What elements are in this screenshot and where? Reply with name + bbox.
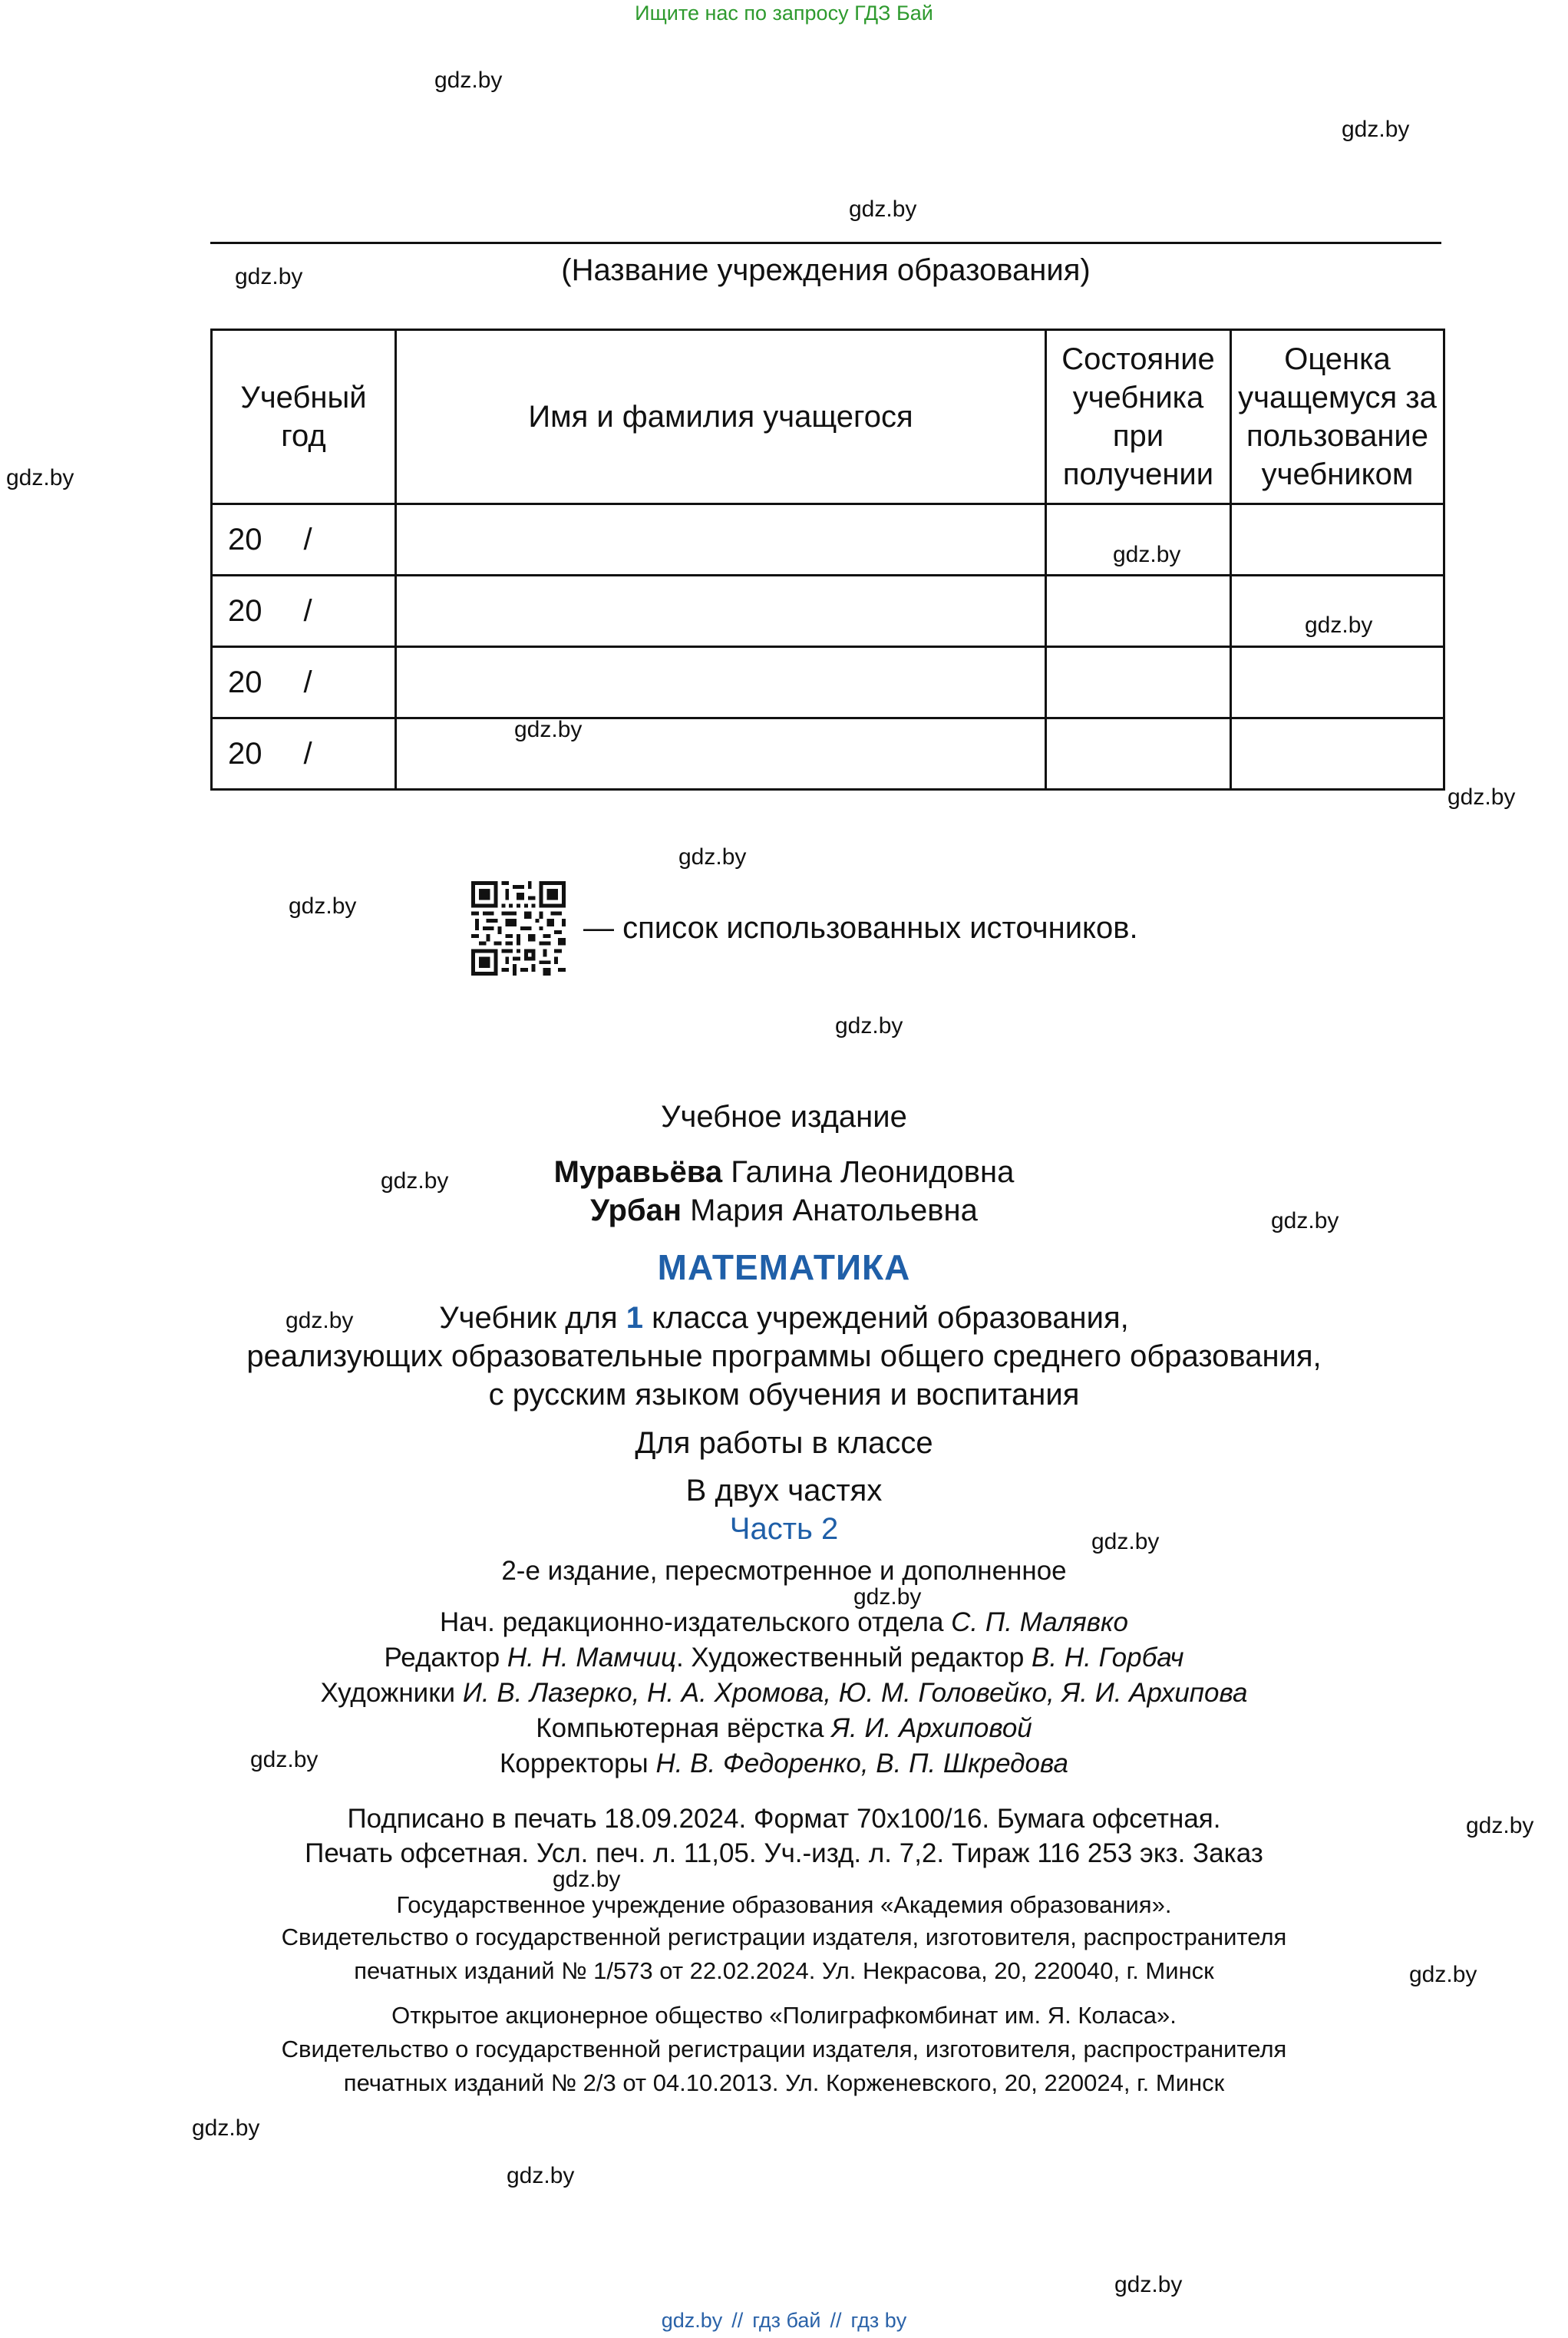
printer-line-1: Открытое акционерное общество «Полиграфкомбинат им. Я. Коласа». bbox=[391, 2002, 1177, 2029]
credit-head: Нач. редакционно-издательского отдела С. П. Малявко bbox=[439, 1607, 1129, 1637]
grade-cell bbox=[1231, 718, 1444, 790]
subtitle-line-1: Учебник для 1 класса учреждений образования, bbox=[439, 1301, 1129, 1335]
condition-cell bbox=[1046, 647, 1231, 718]
watermark: gdz.by bbox=[835, 1013, 903, 1039]
watermark: gdz.by bbox=[514, 717, 583, 742]
for-work-label: Для работы в классе bbox=[635, 1426, 933, 1460]
qr-code-icon[interactable] bbox=[471, 881, 566, 976]
grade-cell bbox=[1231, 576, 1444, 647]
imprint-line-2: Печать офсетная. Усл. печ. л. 11,05. Уч.-изд. л. 7,2. Тираж 116 253 экз. Заказ bbox=[305, 1838, 1263, 1868]
watermark: gdz.by bbox=[1114, 2272, 1183, 2297]
imprint-line-1: Подписано в печать 18.09.2024. Формат 70x100/16. Бумага офсетная. bbox=[347, 1804, 1221, 1834]
institution-name-line bbox=[210, 242, 1441, 244]
year-cell: 20 / bbox=[212, 718, 396, 790]
watermark: gdz.by bbox=[6, 465, 74, 490]
watermark: gdz.by bbox=[1409, 1962, 1477, 1987]
grade-cell bbox=[1231, 504, 1444, 576]
watermark: gdz.by bbox=[1113, 542, 1181, 567]
watermark: gdz.by bbox=[286, 1308, 354, 1333]
watermark: gdz.by bbox=[678, 844, 747, 870]
name-cell bbox=[396, 504, 1046, 576]
credit-layout: Компьютерная вёрстка Я. И. Архиповой bbox=[536, 1713, 1032, 1743]
header-school-year: Учебный год bbox=[212, 330, 396, 504]
watermark: gdz.by bbox=[250, 1747, 319, 1772]
condition-cell bbox=[1046, 504, 1231, 576]
subtitle-line-2: реализующих образовательные программы общего среднего образования, bbox=[246, 1339, 1322, 1373]
footer-separator: // bbox=[731, 2309, 744, 2332]
watermark: gdz.by bbox=[507, 2163, 575, 2188]
footer-link-gdz-bai[interactable]: гдз бай bbox=[752, 2309, 821, 2332]
year-cell: 20 / bbox=[212, 576, 396, 647]
watermark: gdz.by bbox=[1466, 1813, 1534, 1838]
table-row bbox=[212, 718, 1444, 790]
table-row bbox=[212, 504, 1444, 576]
name-cell bbox=[396, 718, 1046, 790]
watermark: gdz.by bbox=[1271, 1208, 1339, 1233]
printer-line-3: печатных изданий № 2/3 от 04.10.2013. Ул. Корженевского, 20, 220024, г. Минск bbox=[343, 2069, 1225, 2096]
author-1: Муравьёва Галина Леонидовна bbox=[553, 1155, 1015, 1189]
watermark: gdz.by bbox=[1448, 784, 1516, 810]
table-row bbox=[212, 647, 1444, 718]
watermark: gdz.by bbox=[849, 196, 917, 222]
qr-caption: — список использованных источников. bbox=[583, 911, 1138, 945]
watermark: gdz.by bbox=[1305, 613, 1373, 638]
credit-correctors: Корректоры Н. В. Федоренко, В. П. Шкредова bbox=[500, 1749, 1068, 1778]
header-grade: Оценка учащемуся за пользование учебником bbox=[1231, 330, 1444, 504]
credit-editors: Редактор Н. Н. Мамчиц. Художественный редактор В. Н. Горбач bbox=[384, 1643, 1184, 1673]
watermark: gdz.by bbox=[1342, 117, 1410, 142]
publisher-line-3: печатных изданий № 1/573 от 22.02.2024. Ул. Некрасова, 20, 220040, г. Минск bbox=[354, 1957, 1214, 1984]
footer-link-gdz-by-mixed[interactable]: гдз by bbox=[850, 2309, 907, 2332]
edition-label: 2-е издание, пересмотренное и дополненное bbox=[501, 1556, 1067, 1586]
subtitle-line-3: с русским языком обучения и воспитания bbox=[488, 1378, 1080, 1412]
watermark: gdz.by bbox=[1091, 1529, 1160, 1554]
institution-caption: (Название учреждения образования) bbox=[561, 253, 1091, 287]
footer-links bbox=[0, 2309, 1568, 2333]
footer-separator: // bbox=[830, 2309, 842, 2332]
parts-label: В двух частях bbox=[685, 1474, 883, 1507]
year-cell: 20 / bbox=[212, 504, 396, 576]
header-condition: Состояние учебника при получении bbox=[1046, 330, 1231, 504]
watermark: gdz.by bbox=[553, 1867, 621, 1892]
textbook-register-table bbox=[210, 329, 1445, 791]
author-2: Урбан Мария Анатольевна bbox=[590, 1194, 978, 1227]
watermark: gdz.by bbox=[434, 68, 503, 93]
watermark: gdz.by bbox=[381, 1168, 449, 1194]
grade-cell bbox=[1231, 647, 1444, 718]
header-student-name: Имя и фамилия учащегося bbox=[396, 330, 1046, 504]
condition-cell bbox=[1046, 718, 1231, 790]
watermark: gdz.by bbox=[235, 264, 303, 289]
printer-line-2: Свидетельство о государственной регистрации издателя, изготовителя, распространителя bbox=[281, 2036, 1287, 2062]
publisher-line-1: Государственное учреждение образования «Академия образования». bbox=[396, 1891, 1172, 1918]
watermark: gdz.by bbox=[853, 1584, 922, 1610]
table-row bbox=[212, 576, 1444, 647]
name-cell bbox=[396, 647, 1046, 718]
credit-artists: Художники И. В. Лазерко, Н. А. Хромова, Ю. М. Головейко, Я. И. Архипова bbox=[320, 1678, 1248, 1708]
condition-cell bbox=[1046, 576, 1231, 647]
book-title: МАТЕМАТИКА bbox=[657, 1247, 911, 1287]
year-cell: 20 / bbox=[212, 647, 396, 718]
top-banner[interactable]: Ищите нас по запросу ГДЗ Бай bbox=[635, 2, 933, 25]
watermark: gdz.by bbox=[289, 893, 357, 919]
watermark: gdz.by bbox=[192, 2115, 260, 2141]
name-cell bbox=[396, 576, 1046, 647]
footer-link-gdz-by[interactable]: gdz.by bbox=[661, 2309, 723, 2332]
part-label: Часть 2 bbox=[729, 1512, 839, 1546]
edition-type: Учебное издание bbox=[661, 1100, 907, 1134]
publisher-line-2: Свидетельство о государственной регистрации издателя, изготовителя, распространителя bbox=[281, 1924, 1287, 1950]
